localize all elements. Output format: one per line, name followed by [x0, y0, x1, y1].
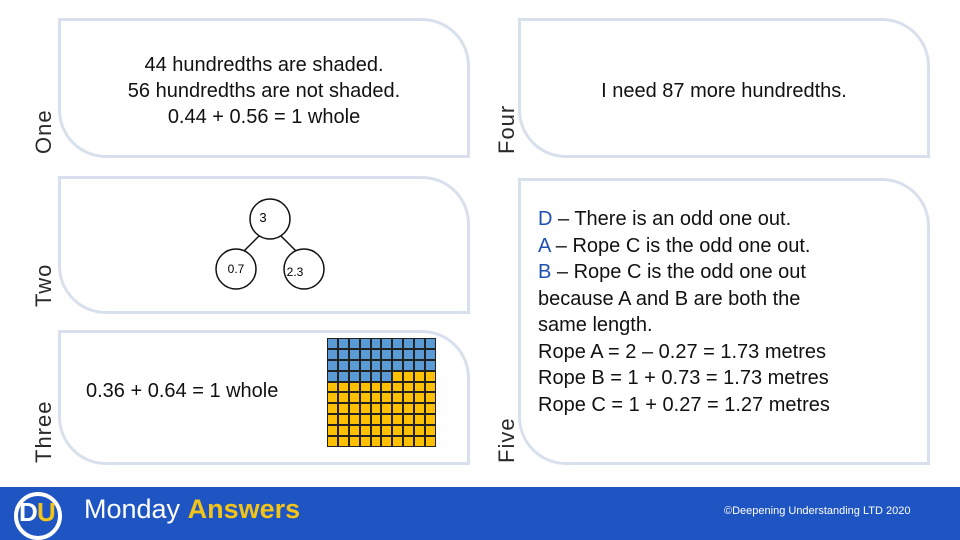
hundredth-cell [349, 371, 360, 382]
hundredth-cell [349, 403, 360, 414]
card-five-label: Five [494, 417, 519, 463]
hundredth-cell [349, 349, 360, 360]
hundredth-cell [381, 338, 392, 349]
card-four-text: I need 87 more hundredths. [601, 80, 847, 102]
footer-title-answers: Answers [187, 494, 301, 524]
hundredth-cell [381, 425, 392, 436]
hundredth-cell [327, 436, 338, 447]
answer-letter: B [538, 261, 552, 283]
footer-title-day: Monday [84, 494, 181, 524]
card-one-line-3: 0.44 + 0.56 = 1 whole [167, 106, 361, 128]
hundredth-cell [403, 414, 414, 425]
hundredth-cell [403, 338, 414, 349]
hundredth-cell [327, 382, 338, 393]
hundredth-cell [414, 371, 425, 382]
hundredth-cell [371, 403, 382, 414]
logo-letter-d: D [19, 497, 38, 527]
card-one-line-1: 44 hundredths are shaded. [144, 54, 384, 76]
card-five-line: D – There is an odd one out. [538, 208, 792, 230]
hundredth-cell [360, 414, 371, 425]
hundredth-cell [392, 392, 403, 403]
hundredth-cell [381, 392, 392, 403]
hundredth-cell [403, 403, 414, 414]
hundredth-cell [327, 425, 338, 436]
hundredth-cell [349, 425, 360, 436]
hundredth-cell [327, 338, 338, 349]
hundredth-cell [338, 338, 349, 349]
hundredth-cell [349, 392, 360, 403]
hundredth-cell [425, 403, 436, 414]
part-value-right: 2.3 [286, 265, 304, 279]
hundredth-cell [327, 414, 338, 425]
card-one-line-2: 56 hundredths are not shaded. [127, 80, 401, 102]
hundredth-cell [381, 414, 392, 425]
logo-letter-u: U [37, 497, 56, 527]
hundredth-cell [338, 425, 349, 436]
hundredth-cell [414, 414, 425, 425]
hundredth-cell [425, 338, 436, 349]
hundredth-cell [403, 425, 414, 436]
hundredth-cell [327, 349, 338, 360]
hundredth-cell [371, 436, 382, 447]
hundredth-cell [371, 425, 382, 436]
hundredth-cell [403, 371, 414, 382]
hundredth-cell [425, 371, 436, 382]
hundredth-cell [392, 414, 403, 425]
hundredth-cell [371, 349, 382, 360]
hundredth-cell [403, 349, 414, 360]
hundredth-cell [327, 360, 338, 371]
hundredth-cell [414, 436, 425, 447]
hundredth-cell [360, 403, 371, 414]
footer-title [84, 494, 300, 525]
hundredth-cell [360, 436, 371, 447]
hundredth-cell [371, 414, 382, 425]
hundredth-cell [371, 338, 382, 349]
hundredth-cell [403, 382, 414, 393]
hundredth-cell [381, 349, 392, 360]
card-five-line: Rope A = 2 – 0.27 = 1.73 metres [538, 340, 826, 363]
hundredth-cell [414, 360, 425, 371]
hundredth-cell [414, 382, 425, 393]
hundredth-cell [349, 436, 360, 447]
hundredth-cell [360, 392, 371, 403]
hundredth-cell [414, 425, 425, 436]
card-one-label: One [31, 109, 56, 154]
hundredth-cell [360, 349, 371, 360]
card-five-line: because A and B are both the [538, 287, 801, 310]
hundredth-cell [327, 403, 338, 414]
hundredth-cell [392, 360, 403, 371]
hundredth-cell [338, 349, 349, 360]
hundredth-cell [392, 371, 403, 382]
hundredth-cell [381, 403, 392, 414]
hundredth-cell [425, 436, 436, 447]
hundredth-cell [425, 392, 436, 403]
hundredth-cell [403, 436, 414, 447]
card-five-line: Rope B = 1 + 0.73 = 1.73 metres [538, 367, 829, 389]
hundredth-cell [349, 382, 360, 393]
card-five-line: B – Rope C is the odd one out [538, 261, 806, 283]
hundredth-cell [392, 382, 403, 393]
hundredth-cell [349, 338, 360, 349]
card-three-equation: 0.36 + 0.64 = 1 whole [86, 380, 279, 402]
hundredth-cell [414, 338, 425, 349]
card-one-text [60, 52, 468, 130]
card-five-line: Rope C = 1 + 0.27 = 1.27 metres [538, 393, 830, 416]
hundredth-cell [371, 392, 382, 403]
hundredth-cell [425, 360, 436, 371]
hundredth-cell [403, 360, 414, 371]
hundredth-cell [349, 360, 360, 371]
hundredth-cell [425, 382, 436, 393]
hundredth-cell [392, 338, 403, 349]
hundredth-cell [360, 382, 371, 393]
hundredth-cell [327, 371, 338, 382]
hundredth-cell [371, 360, 382, 371]
hundredth-cell [381, 436, 392, 447]
hundredth-cell [414, 392, 425, 403]
hundredth-cell [338, 371, 349, 382]
whole-value: 3 [259, 210, 267, 225]
hundredth-cell [360, 360, 371, 371]
hundredth-cell [360, 338, 371, 349]
part-value-left: 0.7 [227, 262, 245, 276]
hundredth-cell [392, 403, 403, 414]
answer-letter: A [538, 234, 551, 257]
hundredth-cell [381, 360, 392, 371]
hundredth-cell [371, 382, 382, 393]
hundredth-cell [338, 403, 349, 414]
hundredth-cell [381, 382, 392, 393]
hundredth-cell [381, 371, 392, 382]
part-whole-model [200, 195, 340, 305]
hundredth-cell [414, 349, 425, 360]
hundredth-cell [338, 382, 349, 393]
hundredth-cell [360, 425, 371, 436]
hundredth-cell [425, 425, 436, 436]
whole-circle [250, 199, 290, 239]
hundredth-cell [338, 414, 349, 425]
card-two-label: Two [31, 263, 56, 307]
hundred-square [327, 338, 436, 447]
copyright-text: ©Deepening Understanding LTD 2020 [724, 505, 911, 517]
hundredth-cell [392, 349, 403, 360]
hundredth-cell [338, 392, 349, 403]
hundredth-cell [338, 436, 349, 447]
card-five-line: A – Rope C is the odd one out. [538, 234, 811, 257]
hundredth-cell [392, 425, 403, 436]
hundredth-cell [327, 392, 338, 403]
hundredth-cell [403, 392, 414, 403]
hundredth-cell [371, 371, 382, 382]
hundredth-cell [349, 414, 360, 425]
hundredth-cell [414, 403, 425, 414]
hundredth-cell [392, 436, 403, 447]
card-three-label: Three [31, 400, 56, 463]
card-four-label: Four [494, 104, 519, 154]
hundredth-cell [425, 414, 436, 425]
hundredth-cell [338, 360, 349, 371]
answer-letter: D [538, 208, 553, 230]
card-five-text [538, 206, 830, 418]
hundredth-cell [425, 349, 436, 360]
card-five-line: same length. [538, 314, 653, 336]
hundredth-cell [360, 371, 371, 382]
